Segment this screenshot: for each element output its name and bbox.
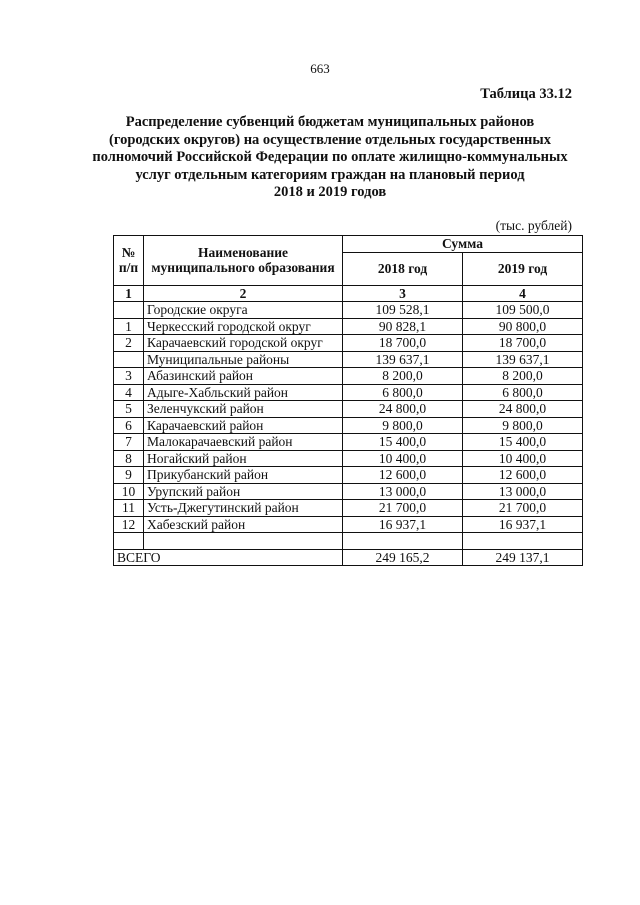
group-name: Городские округа bbox=[144, 302, 343, 319]
group-num bbox=[114, 351, 144, 368]
row-2019: 13 000,0 bbox=[463, 483, 583, 500]
header-num: № п/п bbox=[114, 236, 144, 286]
header-col-4: 4 bbox=[463, 285, 583, 302]
row-num: 6 bbox=[114, 417, 144, 434]
spacer-cell bbox=[343, 533, 463, 550]
row-name: Малокарачаевский район bbox=[144, 434, 343, 451]
group-num bbox=[114, 302, 144, 319]
row-num: 5 bbox=[114, 401, 144, 418]
row-name: Прикубанский район bbox=[144, 467, 343, 484]
title-line: услуг отдельным категориям граждан на плановый период bbox=[135, 166, 525, 183]
row-2018: 12 600,0 bbox=[343, 467, 463, 484]
spacer-cell bbox=[114, 533, 144, 550]
header-sum: Сумма bbox=[343, 236, 583, 253]
row-2019: 15 400,0 bbox=[463, 434, 583, 451]
row-num: 3 bbox=[114, 368, 144, 385]
page-number: 663 bbox=[310, 61, 330, 76]
row-num: 9 bbox=[114, 467, 144, 484]
row-name: Абазинский район bbox=[144, 368, 343, 385]
table-row bbox=[114, 434, 583, 451]
row-2018: 15 400,0 bbox=[343, 434, 463, 451]
row-2019: 90 800,0 bbox=[463, 318, 583, 335]
row-num: 12 bbox=[114, 516, 144, 533]
total-label: ВСЕГО bbox=[114, 549, 343, 566]
header-col-2: 2 bbox=[144, 285, 343, 302]
table-label: Таблица 33.12 bbox=[480, 86, 572, 102]
header-name: Наименование муниципального образования bbox=[144, 236, 343, 286]
table-row bbox=[114, 450, 583, 467]
table-row bbox=[114, 467, 583, 484]
document-title bbox=[80, 114, 580, 202]
row-2018: 21 700,0 bbox=[343, 500, 463, 517]
row-num: 8 bbox=[114, 450, 144, 467]
header-col-1: 1 bbox=[114, 285, 144, 302]
row-2018: 18 700,0 bbox=[343, 335, 463, 352]
spacer-row bbox=[114, 533, 583, 550]
row-name: Карачаевский городской округ bbox=[144, 335, 343, 352]
row-num: 11 bbox=[114, 500, 144, 517]
row-2018: 6 800,0 bbox=[343, 384, 463, 401]
table-row bbox=[114, 335, 583, 352]
row-2018: 13 000,0 bbox=[343, 483, 463, 500]
group-row bbox=[114, 302, 583, 319]
title-line: (городских округов) на осуществление отдельных государственных bbox=[109, 131, 551, 148]
row-2019: 12 600,0 bbox=[463, 467, 583, 484]
title-line: Распределение субвенций бюджетам муниципальных районов bbox=[125, 114, 535, 130]
row-2019: 21 700,0 bbox=[463, 500, 583, 517]
title-line: 2018 и 2019 годов bbox=[273, 184, 387, 200]
row-name: Черкесский городской округ bbox=[144, 318, 343, 335]
group-2019: 139 637,1 bbox=[463, 351, 583, 368]
table-row bbox=[114, 318, 583, 335]
row-num: 2 bbox=[114, 335, 144, 352]
row-name: Хабезский район bbox=[144, 516, 343, 533]
row-2018: 9 800,0 bbox=[343, 417, 463, 434]
title-line: полномочий Российской Федерации по оплате жилищно-коммунальных bbox=[92, 149, 568, 165]
row-2019: 9 800,0 bbox=[463, 417, 583, 434]
group-2018: 139 637,1 bbox=[343, 351, 463, 368]
row-2018: 8 200,0 bbox=[343, 368, 463, 385]
units-note: (тыс. рублей) bbox=[495, 218, 572, 233]
table-row bbox=[114, 401, 583, 418]
row-name: Урупский район bbox=[144, 483, 343, 500]
group-name: Муниципальные районы bbox=[144, 351, 343, 368]
row-name: Адыге-Хабльский район bbox=[144, 384, 343, 401]
row-2019: 10 400,0 bbox=[463, 450, 583, 467]
row-2019: 6 800,0 bbox=[463, 384, 583, 401]
row-2019: 18 700,0 bbox=[463, 335, 583, 352]
subvention-table bbox=[113, 235, 583, 566]
group-row bbox=[114, 351, 583, 368]
row-2018: 90 828,1 bbox=[343, 318, 463, 335]
row-num: 10 bbox=[114, 483, 144, 500]
table-body bbox=[114, 302, 583, 566]
row-name: Зеленчукский район bbox=[144, 401, 343, 418]
table-row bbox=[114, 516, 583, 533]
row-name: Карачаевский район bbox=[144, 417, 343, 434]
table-row bbox=[114, 368, 583, 385]
row-2019: 16 937,1 bbox=[463, 516, 583, 533]
row-name: Ногайский район bbox=[144, 450, 343, 467]
table-row bbox=[114, 384, 583, 401]
total-2019: 249 137,1 bbox=[463, 549, 583, 566]
row-num: 7 bbox=[114, 434, 144, 451]
header-2019: 2019 год bbox=[463, 252, 583, 285]
row-num: 4 bbox=[114, 384, 144, 401]
header-2018: 2018 год bbox=[343, 252, 463, 285]
row-num: 1 bbox=[114, 318, 144, 335]
total-row bbox=[114, 549, 583, 566]
row-2019: 24 800,0 bbox=[463, 401, 583, 418]
row-2018: 24 800,0 bbox=[343, 401, 463, 418]
group-2018: 109 528,1 bbox=[343, 302, 463, 319]
row-name: Усть-Джегутинский район bbox=[144, 500, 343, 517]
table-row bbox=[114, 500, 583, 517]
row-2018: 16 937,1 bbox=[343, 516, 463, 533]
total-2018: 249 165,2 bbox=[343, 549, 463, 566]
row-2018: 10 400,0 bbox=[343, 450, 463, 467]
row-2019: 8 200,0 bbox=[463, 368, 583, 385]
header-col-3: 3 bbox=[343, 285, 463, 302]
group-2019: 109 500,0 bbox=[463, 302, 583, 319]
spacer-cell bbox=[463, 533, 583, 550]
table-row bbox=[114, 483, 583, 500]
spacer-cell bbox=[144, 533, 343, 550]
table-row bbox=[114, 417, 583, 434]
